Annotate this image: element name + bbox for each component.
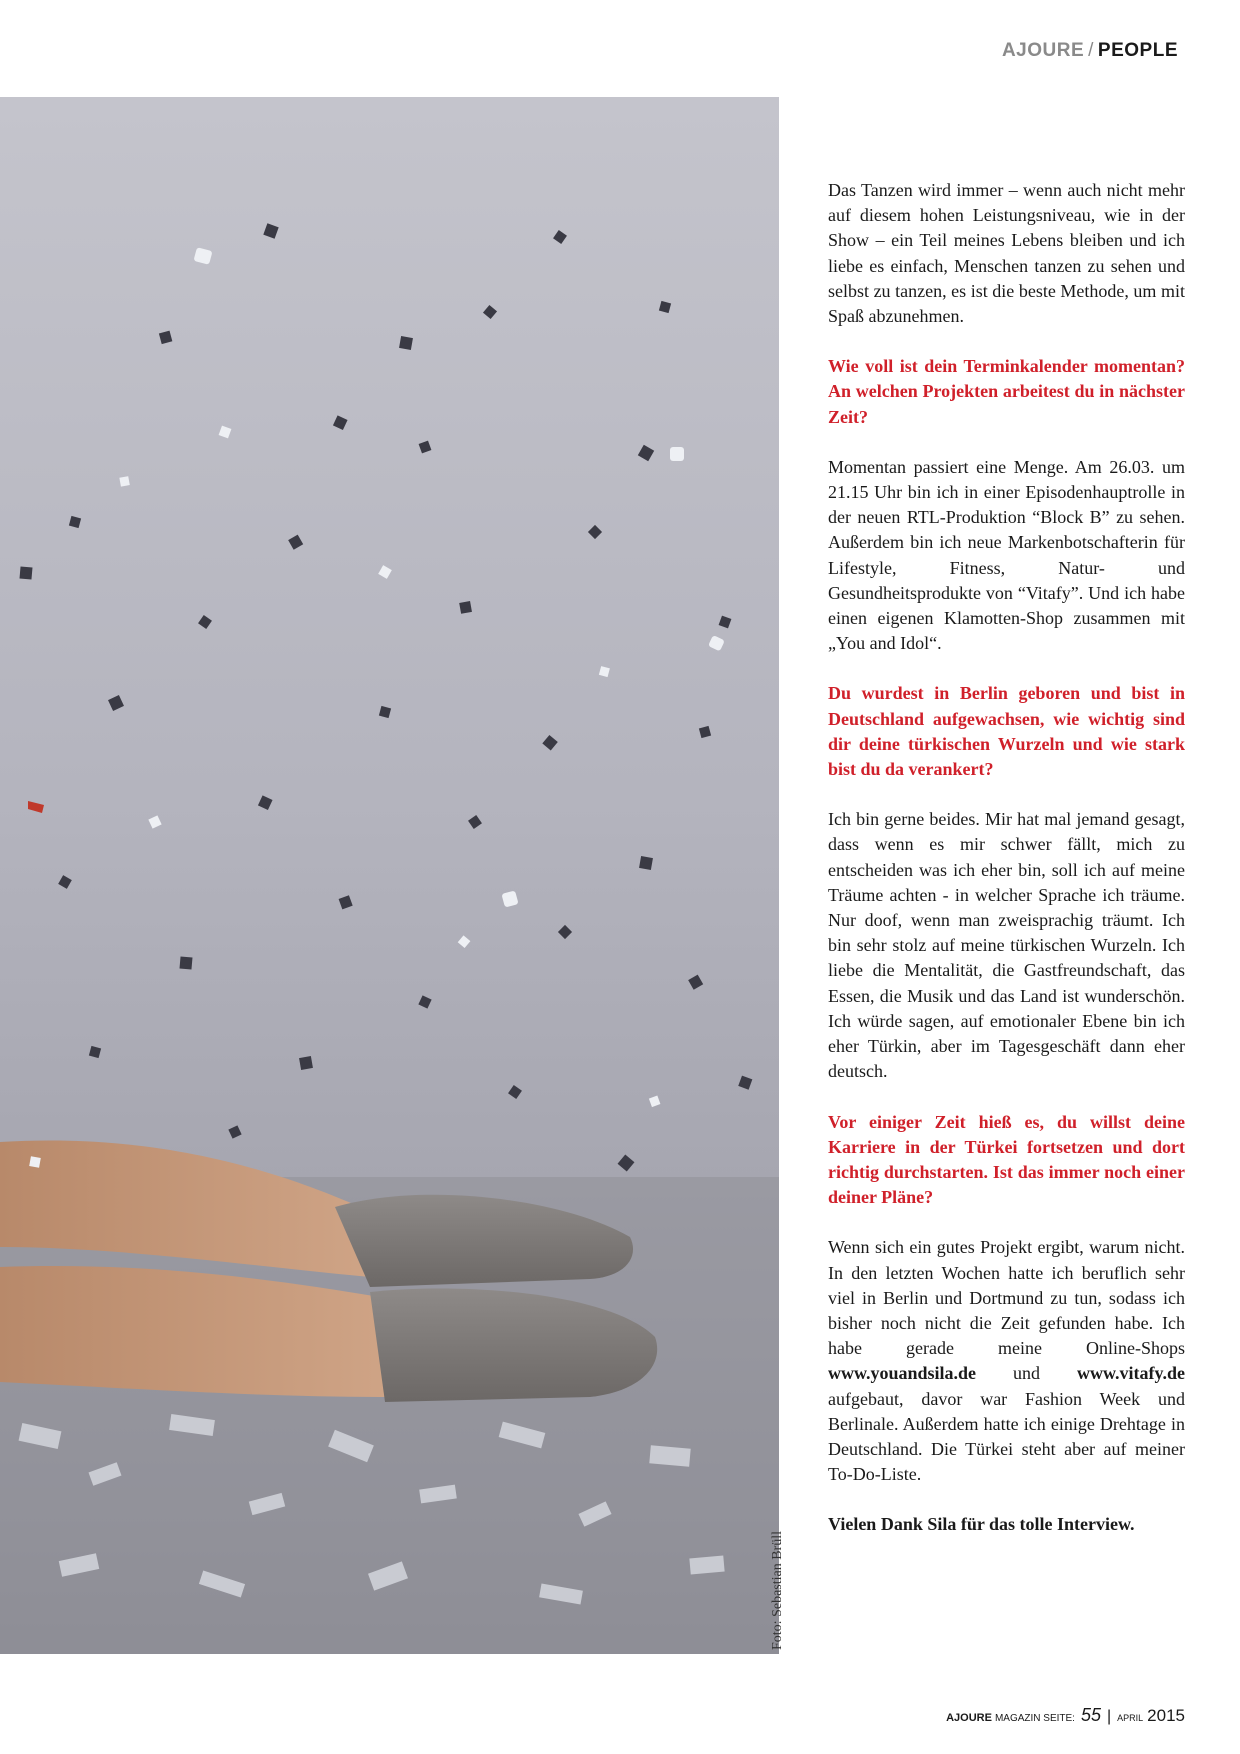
footer-label: MAGAZIN SEITE: <box>994 1713 1075 1724</box>
section-header <box>1002 40 1178 62</box>
interview-question: Vor einiger Zeit hieß es, du willst deine Karriere in der Türkei fortsetzen und dort richtig durchstarten. Ist das immer noch einer deiner Pläne? <box>828 1111 1185 1208</box>
confetti-photo-art <box>0 97 779 1654</box>
red-accent <box>28 801 44 813</box>
issue-year: 2015 <box>1147 1706 1185 1725</box>
shop-link-vitafy[interactable]: www.vitafy.de <box>1077 1363 1185 1384</box>
section-name: PEOPLE <box>1097 40 1178 61</box>
page-number: 55 <box>1080 1705 1101 1725</box>
dark-confetti <box>19 223 752 1171</box>
answer-paragraph: Das Tanzen wird immer – wenn auch nicht mehr auf diesem hohen Leistungsniveau, wie in der Show – ein Teil meines Lebens bleiben und ich liebe es einfach, Menschen tanzen zu sehen und selbst zu tanzen, es ist die beste Methode, um mit Spaß abzunehmen. <box>828 180 1185 327</box>
footer-brand: AJOURE <box>946 1712 992 1724</box>
answer-paragraph: Momentan passiert eine Menge. Am 26.03. um 21.15 Uhr bin ich in einer Episodenhauptrolle in der neuen RTL-Produktion “Block B” zu sehen. Außerdem bin ich neue Markenbotschafterin für Lifestyle, Fitness, Natur- und Gesundheitsprodukte von “Vitafy”. Und ich habe einen eigenen Klamotten-Shop zusammen mit „You and Idol“. <box>828 456 1185 654</box>
shop-link-youandsila[interactable]: www.youandsila.de <box>828 1363 977 1384</box>
issue-month: APRIL <box>1117 1713 1144 1723</box>
closing-thanks: Vielen Dank Sila für das tolle Interview. <box>828 1514 1135 1535</box>
photo-credit: Foto: Sebastian Brüll <box>770 1531 785 1650</box>
answer-paragraph: Ich bin gerne beides. Mir hat mal jemand gesagt, dass wenn es mir schwer fällt, mich zu entscheiden was ich eher bin, soll ich auf meine Träume achten - in welcher Sprache ich träume. Nur doof, wenn man zweisprachig träumt. Ich bin sehr stolz auf meine türkischen Wurzeln. Ich liebe die Mentalität, die Gastfreundschaft, das Essen, die Musik und das Land ist wunderschön. Ich würde sagen, auf emotionaler Ebene bin ich eher Türkin, aber im Tagesgeschäft dann eher deutsch. <box>828 809 1185 1082</box>
answer-paragraph <box>828 1235 1185 1487</box>
answer-text: Wenn sich ein gutes Projekt ergibt, warum nicht. In den letzten Wochen hatte ich beruflich sehr viel in Berlin und Dortmund zu tun, sodass ich bisher noch nicht die Zeit gefunden habe. Ich habe gerade meine Online-Shops <box>828 1237 1185 1359</box>
interview-question: Wie voll ist dein Terminkalender momentan? An welchen Projekten arbeitest du in nächster Zeit? <box>828 356 1185 427</box>
footer-divider: | <box>1107 1708 1112 1725</box>
answer-text: und <box>976 1363 1077 1384</box>
article-column <box>828 178 1185 1563</box>
page-footer <box>946 1705 1185 1726</box>
magazine-brand: AJOURE <box>1001 40 1085 61</box>
interview-question: Du wurdest in Berlin geboren und bist in Deutschland aufgewachsen, wie wichtig sind dir deine türkischen Wurzeln und wie stark bist du da verankert? <box>828 683 1185 780</box>
header-separator: / <box>1088 40 1094 61</box>
confetti-photo <box>0 97 779 1654</box>
light-confetti <box>29 247 725 1168</box>
answer-text: aufgebaut, davor war Fashion Week und Berlinale. Außerdem hatte ich einige Drehtage in Deutschland. Die Türkei steht aber auf meiner To-Do-Liste. <box>828 1388 1185 1485</box>
